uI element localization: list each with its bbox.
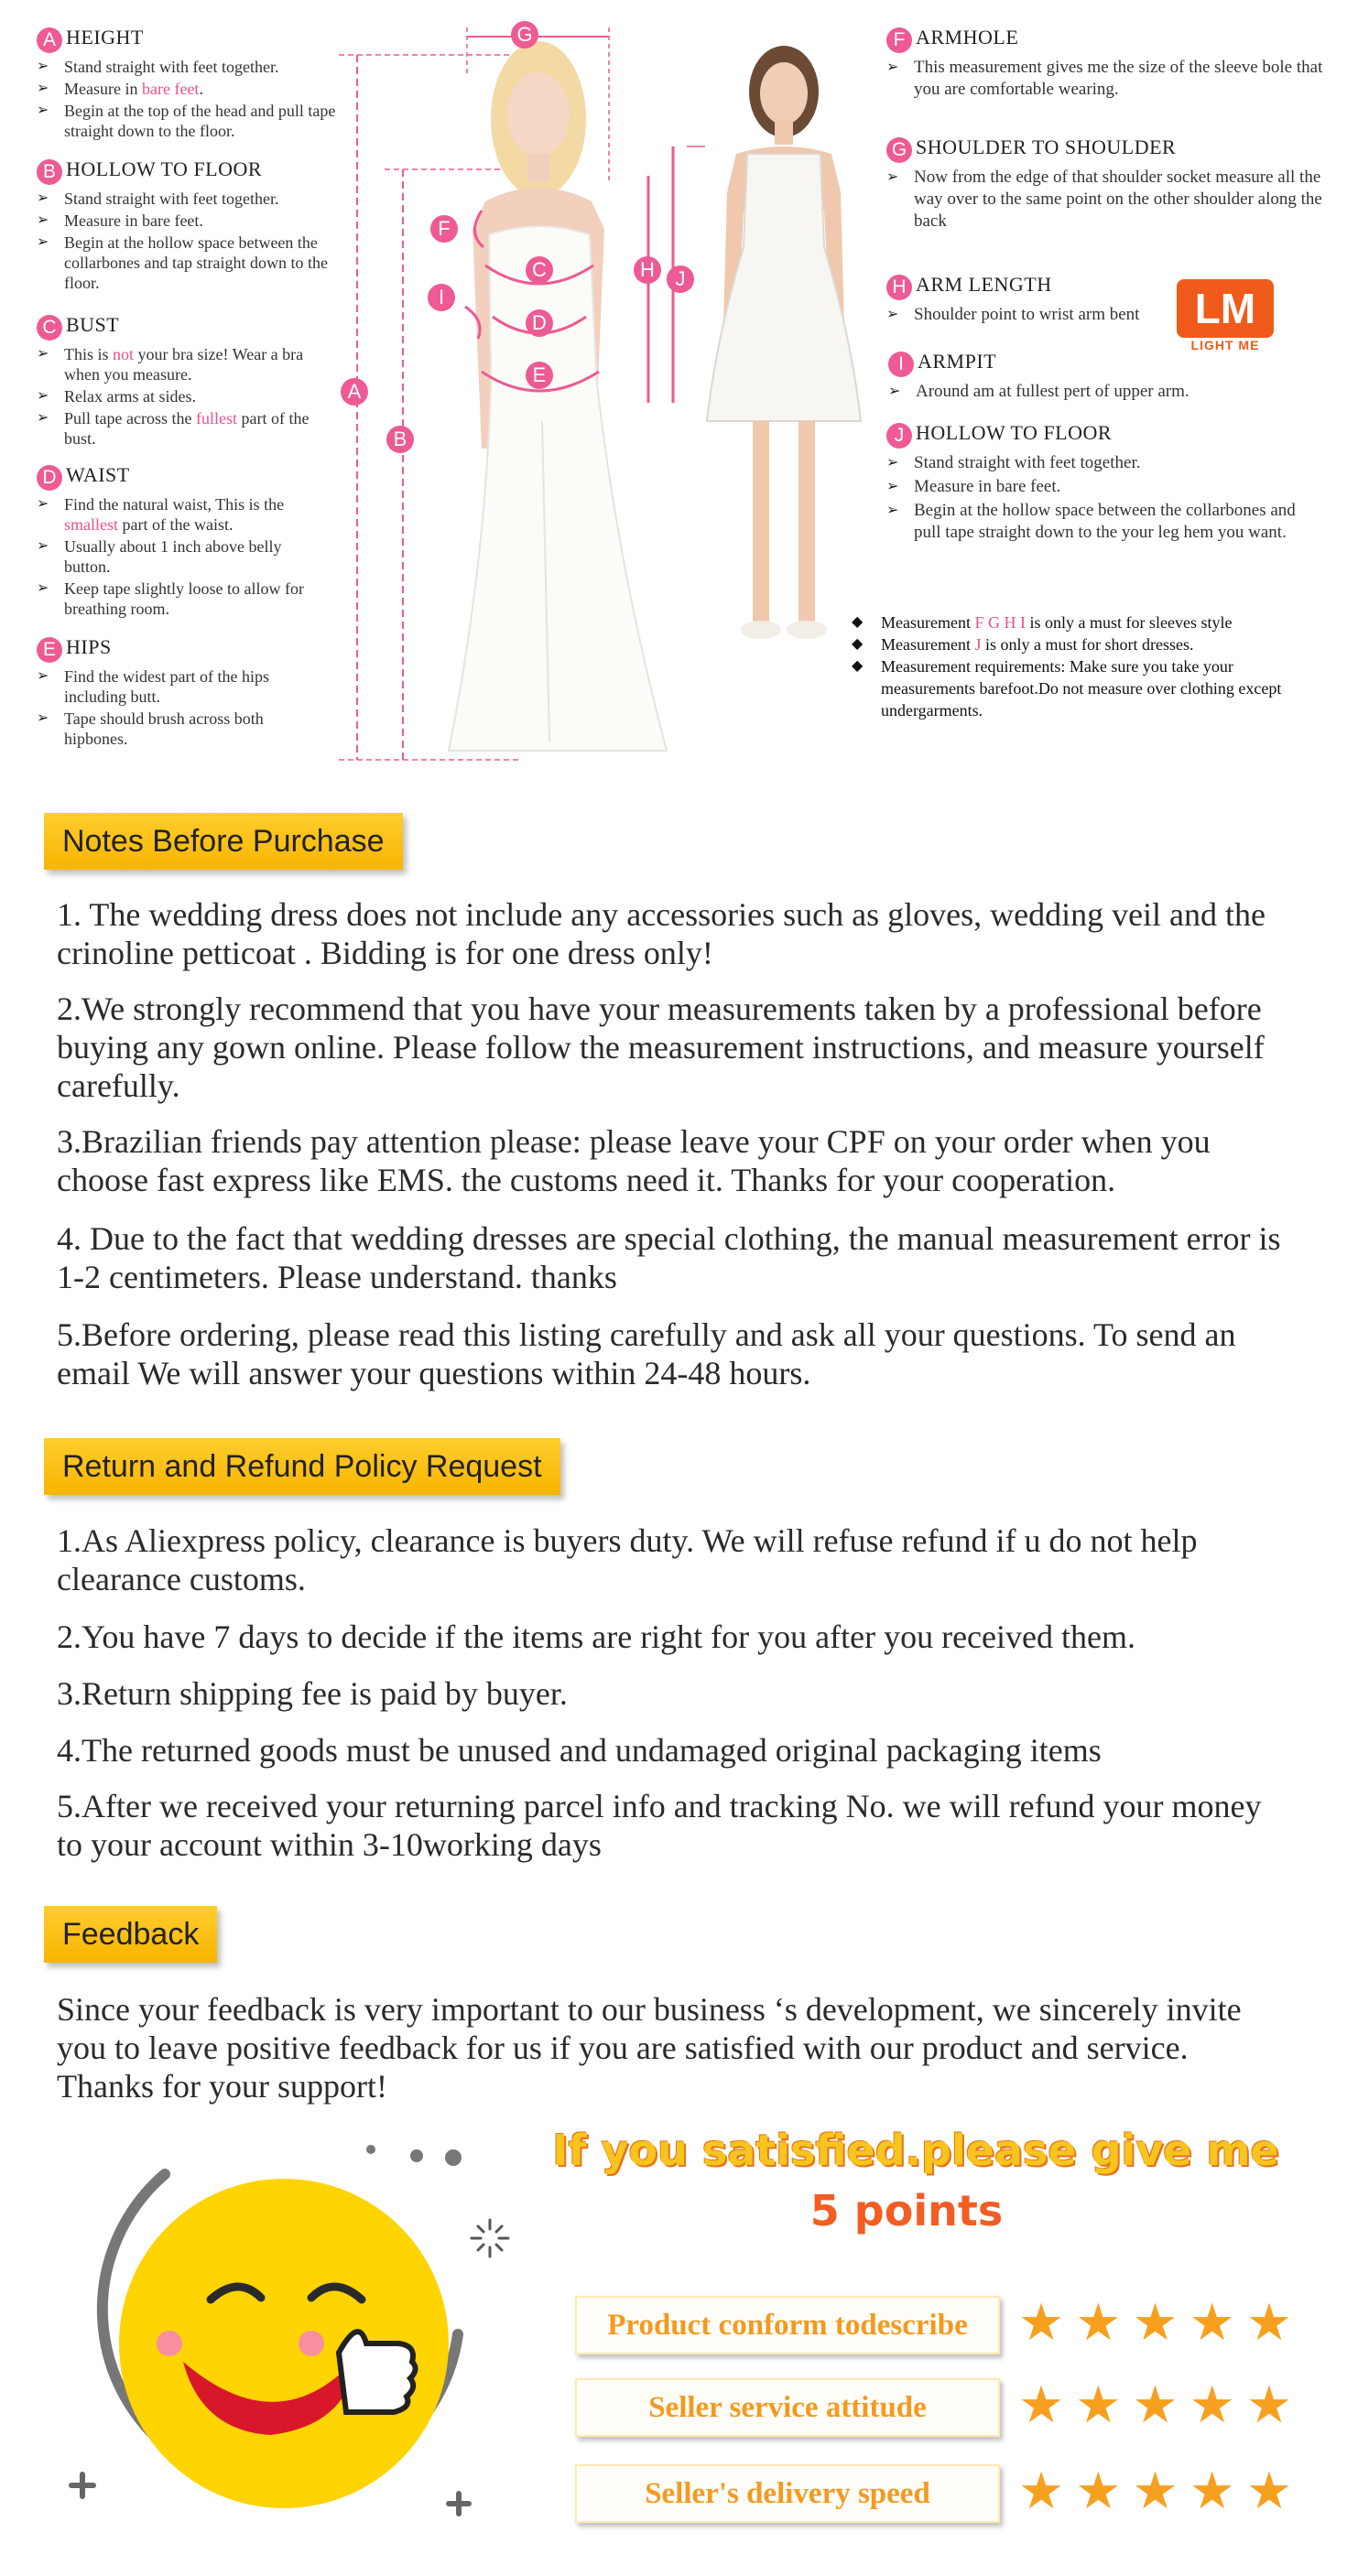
callout-j: J — [667, 265, 694, 293]
badge-a: A — [37, 27, 62, 53]
rating-label-delivery: Seller's delivery speed — [575, 2464, 1000, 2523]
refund-4: 4.The returned goods must be unused and undamaged original packaging items — [57, 1732, 1102, 1769]
list-item: ◆ Measurement F G H I is only a must for sleeves style — [852, 612, 1309, 633]
measurement-notes — [852, 612, 1309, 721]
list-item: ➢ Find the natural waist, This is the smallest part of the waist. — [37, 494, 330, 535]
refund-2: 2.You have 7 days to decide if the items are right for you after you received them. — [57, 1618, 1135, 1655]
refund-5: 5.After we received your returning parcel info and tracking No. we will refund your money to your account within 3-10working days — [57, 1788, 1262, 1863]
list-item: ➢ Keep tape slightly loose to allow for breathing room. — [37, 579, 330, 619]
measurement-c — [37, 313, 330, 450]
callout-a: A — [341, 378, 368, 406]
measurement-title: BUST — [66, 313, 120, 336]
smiley-thumbs-up-icon — [55, 2133, 531, 2527]
feedback-banner: Feedback — [44, 1906, 217, 1963]
list-item: ◆ Measurement requirements: Make sure you take your measurements barefoot.Do not measure over clothing except undergarments. — [852, 655, 1309, 721]
rating-label-service: Seller service attitude — [575, 2378, 1000, 2437]
note-1: 1. The wedding dress does not include any accessories such as gloves, wedding veil and the crinoline petticoat . Bidding is for one dress only! — [57, 896, 1266, 971]
callout-h: H — [634, 256, 661, 284]
refund-1: 1.As Aliexpress policy, clearance is buyers duty. We will refuse refund if u do not help clearance customs. — [57, 1522, 1198, 1597]
measurement-j — [886, 421, 1317, 546]
list-item: ➢ Measure in bare feet. — [37, 79, 348, 99]
measurement-g — [886, 135, 1326, 234]
list-item: ➢ Find the widest part of the hips including butt. — [37, 666, 330, 707]
list-item: ➢ Begin at the hollow space between the collarbones and tap straight down to the floor. — [37, 233, 348, 293]
measurement-title: ARMPIT — [918, 350, 997, 373]
measurement-title: HEIGHT — [66, 26, 144, 49]
note-4: 4. Due to the fact that wedding dresses are special clothing, the manual measurement error is 1-2 centimeters. Please understand. thanks — [57, 1220, 1281, 1295]
list-item: ➢ Begin at the hollow space between the collarbones and pull tape straight down to the your leg hem you want. — [886, 500, 1317, 544]
measurement-title: ARM LENGTH — [916, 273, 1052, 296]
rating-subheadline: 5 points — [809, 2186, 1004, 2235]
short-dress-figure-illustration — [696, 37, 870, 677]
list-item: ◆ Measurement J is only a must for short dresses. — [852, 633, 1309, 655]
callout-e: E — [526, 362, 553, 389]
measurement-title: HOLLOW TO FLOOR — [916, 421, 1113, 444]
refund-banner: Return and Refund Policy Request — [44, 1438, 560, 1495]
note-5: 5.Before ordering, please read this listing carefully and ask all your questions. To send an email We will answer your questions within 24-48 hours. — [57, 1316, 1236, 1391]
list-item: ➢ Measure in bare feet. — [886, 476, 1317, 498]
list-item: ➢ Measure in bare feet. — [37, 211, 348, 231]
list-item: ➢ Shoulder point to wrist arm bent — [886, 304, 1216, 326]
brand-logo — [1177, 279, 1274, 356]
callout-g: G — [511, 21, 538, 49]
refund-3: 3.Return shipping fee is paid by buyer. — [57, 1675, 568, 1712]
rating-label-product: Product conform todescribe — [575, 2296, 1000, 2354]
list-item: ➢ Stand straight with feet together. — [37, 57, 348, 77]
feedback-text: Since your feedback is very important to our business ‘s development, we sincerely invite you to leave positive feedback for us if you are satisfied with our product and service. Thanks for your support! — [57, 1991, 1242, 2105]
badge-e: E — [37, 637, 62, 663]
list-item: ➢ Begin at the top of the head and pull tape straight down to the floor. — [37, 101, 348, 141]
badge-c: C — [37, 315, 62, 341]
badge-b: B — [37, 159, 62, 185]
callout-i: I — [428, 284, 455, 311]
list-item: ➢ This is not your bra size! Wear a bra when you measure. — [37, 344, 330, 384]
list-item: ➢ Now from the edge of that shoulder socket measure all the way over to the same point on the other shoulder along the back — [886, 167, 1326, 233]
list-item: ➢ Tape should brush across both hipbones. — [37, 709, 330, 749]
measurement-title: ARMHOLE — [916, 26, 1019, 49]
measurement-d — [37, 463, 330, 621]
list-item: ➢ Pull tape across the fullest part of the bust. — [37, 408, 330, 449]
list-item: ➢ Stand straight with feet together. — [37, 189, 348, 209]
notes-banner: Notes Before Purchase — [44, 813, 403, 870]
badge-i: I — [888, 352, 914, 377]
measurement-h — [886, 273, 1216, 328]
list-item: ➢ Around am at fullest pert of upper arm. — [888, 381, 1328, 403]
badge-d: D — [37, 465, 62, 491]
measurement-title: WAIST — [66, 463, 130, 486]
note-2: 2.We strongly recommend that you have your measurements taken by a professional before buying any gown online. Please follow the measurement instructions, and measure yourself carefully. — [57, 990, 1265, 1104]
callout-f: F — [430, 215, 458, 243]
badge-h: H — [886, 275, 912, 300]
measurement-title: HOLLOW TO FLOOR — [66, 157, 263, 180]
callout-d: D — [526, 309, 553, 337]
list-item: ➢ Usually about 1 inch above belly button. — [37, 536, 330, 577]
badge-g: G — [886, 137, 912, 163]
logo-mark: LM — [1177, 279, 1274, 338]
callout-c: C — [526, 256, 553, 284]
measurement-e — [37, 635, 330, 751]
measurement-i — [888, 350, 1328, 405]
rating-headline: If you satisfied.please give me — [552, 2126, 1279, 2175]
measurement-f — [886, 26, 1326, 103]
note-3: 3.Brazilian friends pay attention please: please leave your CPF on your order when you choose fast express like EMS. the customs need it. Thanks for your cooperation. — [57, 1123, 1211, 1198]
list-item: ➢ Relax arms at sides. — [37, 386, 330, 406]
measurement-title: SHOULDER TO SHOULDER — [916, 135, 1177, 158]
rating-stars[interactable]: ★★★★★ — [1018, 2377, 1304, 2434]
measurement-title: HIPS — [66, 635, 112, 658]
badge-j: J — [886, 423, 912, 449]
list-item: ➢ Stand straight with feet together. — [886, 452, 1317, 474]
logo-text: LIGHT ME — [1190, 338, 1260, 352]
measurement-b — [37, 157, 348, 295]
badge-f: F — [886, 27, 912, 53]
callout-b: B — [386, 426, 414, 453]
list-item: ➢ This measurement gives me the size of the sleeve bole that you are comfortable wearing. — [886, 57, 1326, 101]
measurement-a — [37, 26, 348, 143]
rating-stars[interactable]: ★★★★★ — [1018, 2463, 1304, 2520]
rating-stars[interactable]: ★★★★★ — [1018, 2295, 1304, 2352]
